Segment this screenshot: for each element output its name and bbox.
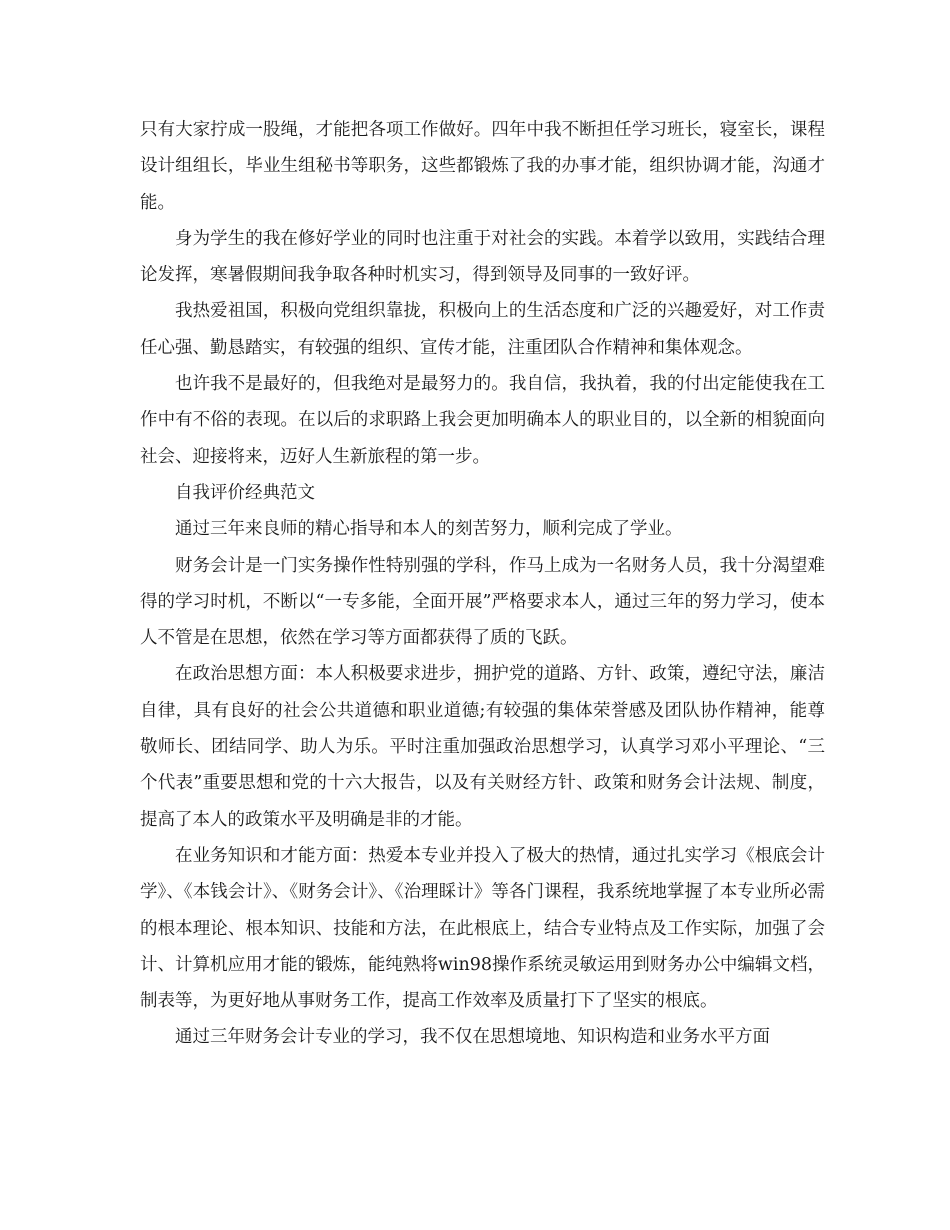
body-paragraph: 通过三年来良师的精心指导和本人的刻苦努力，顺利完成了学业。 (175, 519, 683, 540)
document-page (140, 112, 825, 1056)
body-paragraph: 只有大家拧成一股绳，才能把各项工作做好。四年中我不断担任学习班长，寝室长，课程设计组组长，毕业生组秘书等职务，这些都锻炼了我的办事才能，组织协调才能，沟通才能。 (140, 120, 825, 213)
body-paragraph: 通过三年财务会计专业的学习，我不仅在思想境地、知识构造和业务水平方面 (175, 1027, 770, 1048)
body-paragraph: 我热爱祖国，积极向党组织靠拢，积极向上的生活态度和广泛的兴趣爱好，对工作责任心强、勤恳踏实，有较强的组织、宣传才能，注重团队合作精神和集体观念。 (140, 301, 825, 358)
body-paragraph: 财务会计是一门实务操作性特别强的学科，作马上成为一名财务人员，我十分渴望难得的学习时机，不断以“一专多能，全面开展”严格要求本人，通过三年的努力学习，使本人不管是在思想，依然在学习等方面都获得了质的飞跃。 (140, 555, 825, 649)
body-paragraph: 也许我不是最好的，但我绝对是最努力的。我自信，我执着，我的付出定能使我在工作中有不俗的表现。在以后的求职路上我会更加明确本人的职业目的，以全新的相貌面向社会、迎接将来，迈好人生新旅程的第一步。 (140, 374, 825, 467)
section-heading: 自我评价经典范文 (175, 482, 315, 503)
body-paragraph: 在政治思想方面：本人积极要求进步，拥护党的道路、方针、政策，遵纪守法，廉洁自律，具有良好的社会公共道德和职业道德;有较强的集体荣誉感及团队协作精神，能尊敬师长、团结同学、助人为乐。平时注重加强政治思想学习，认真学习邓小平理论、“三个代表”重要思想和党的十六大报告，以及有关财经方针、政策和财务会计法规、制度，提高了本人的政策水平及明确是非的才能。 (140, 664, 825, 830)
body-paragraph: 身为学生的我在修好学业的同时也注重于对社会的实践。本着学以致用，实践结合理论发挥，寒暑假期间我争取各种时机实习，得到领导及同事的一致好评。 (140, 228, 825, 286)
body-paragraph: 在业务知识和才能方面：热爱本专业并投入了极大的热情，通过扎实学习《根底会计学》、《本钱会计》、《财务会计》、《治理睬计》等各门课程，我系统地掌握了本专业所必需的根本理论、根本知识、技能和方法，在此根底上，结合专业特点及工作实际，加强了会计、计算机应用才能的锻炼，能纯熟将win98操作系统灵敏运用到财务办公中编辑文档，制表等，为更好地从事财务工作，提高工作效率及质量打下了坚实的根底。 (140, 845, 825, 1012)
